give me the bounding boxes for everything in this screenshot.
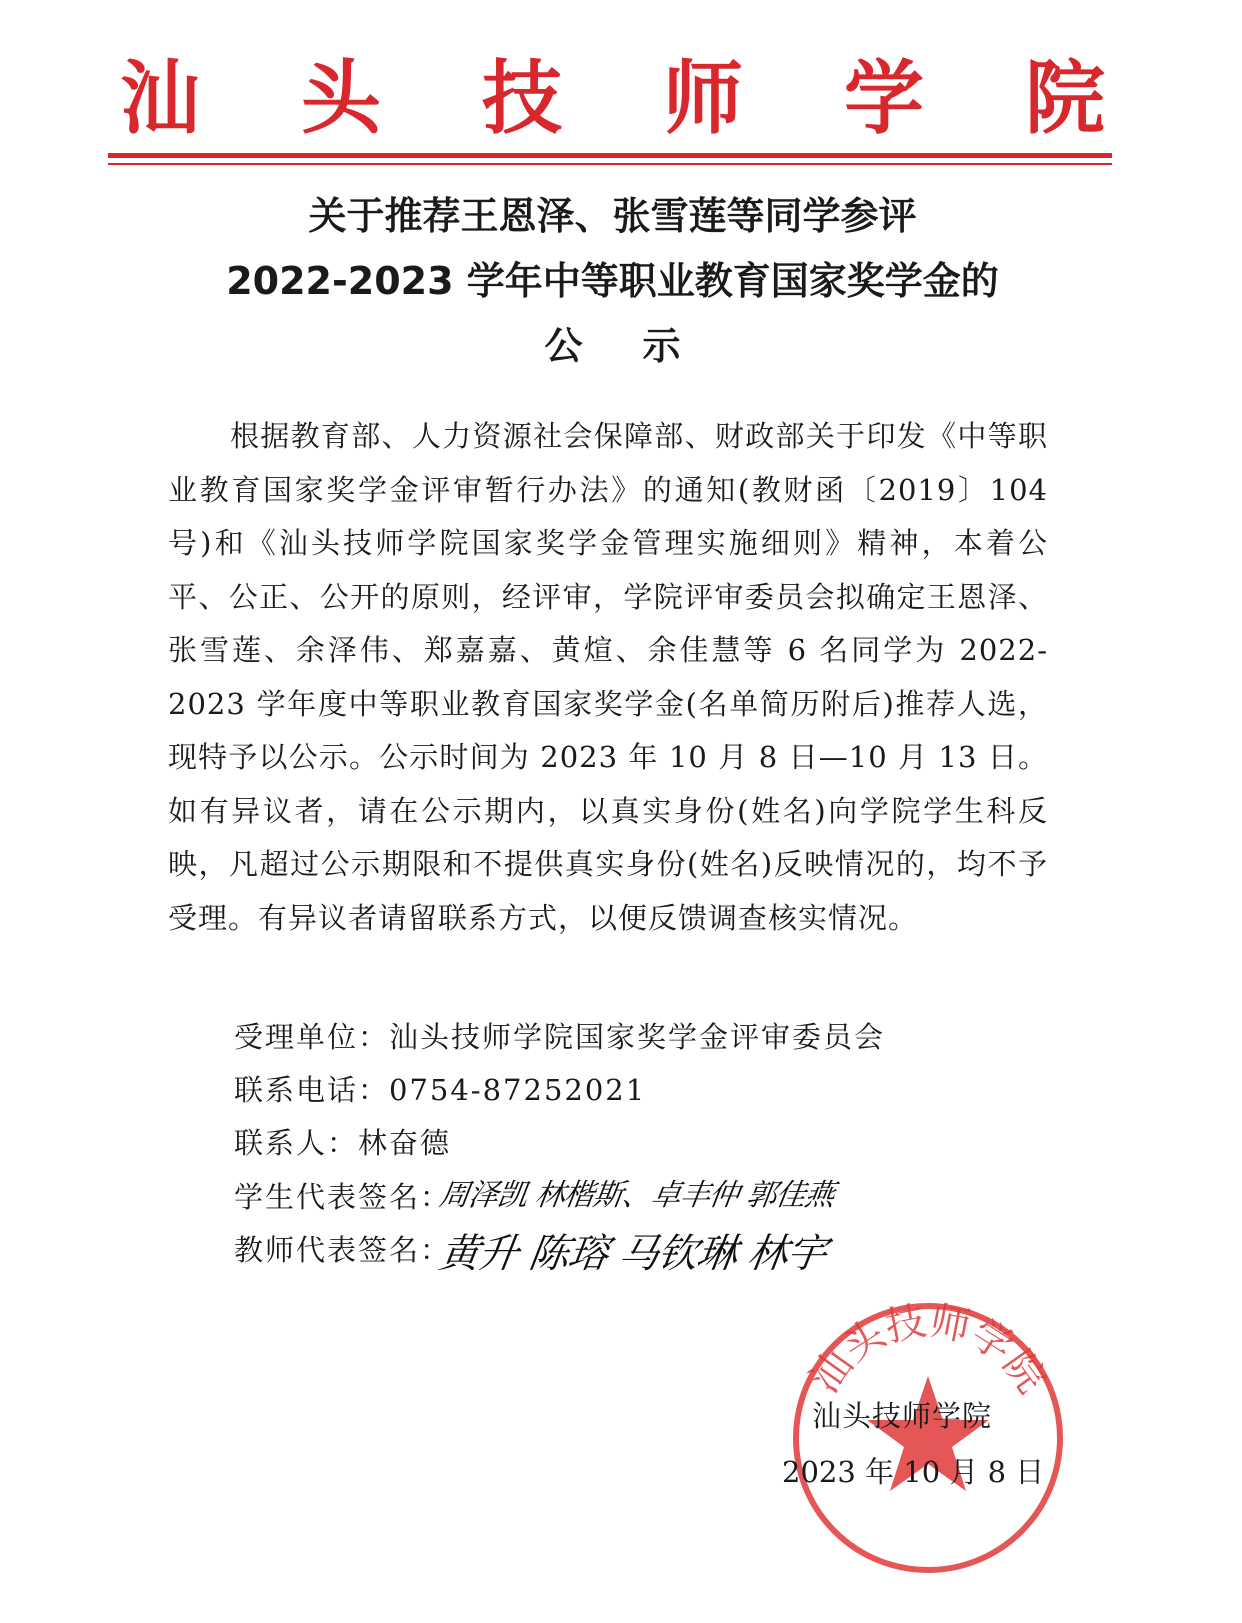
title-line-2: 2022-2023 学年中等职业教育国家奖学金的 bbox=[226, 259, 999, 303]
letterhead bbox=[110, 36, 1115, 146]
contact-person: 联系人：林奋德 bbox=[234, 1126, 452, 1160]
title-line-1: 关于推荐王恩泽、张雪莲等同学参评 bbox=[308, 194, 917, 238]
letterhead-char: 技 bbox=[482, 51, 562, 145]
issuer-name: 汕头技师学院 bbox=[812, 1399, 993, 1433]
official-seal-icon bbox=[788, 1298, 1068, 1578]
contact-unit: 受理单位：汕头技师学院国家奖学金评审委员会 bbox=[234, 1020, 886, 1054]
notice-body: 根据教育部、人力资源社会保障部、财政部关于印发《中等职业教育国家奖学金评审暂行办法》的通知(教财函〔2019〕104 号)和《汕头技师学院国家奖学金管理实施细则》精神，本着公平、公正、公开的原则，经评审，学院评审委员会拟确定王恩泽、张雪莲、余泽伟、郑嘉嘉、黄煊、余佳慧等 6 名同学为 2022-2023 学年度中等职业教育国家奖学金(名单简历附后)推荐人选，现特予以公示。公示时间为 2023 年 10 月 8 日—10 月 13 日。如有异议者，请在公示期内，以真实身份(姓名)向学院学生科反映，凡超过公示期限和不提供真实身份(姓名)反映情况的，均不予受理。有异议者请留联系方式，以便反馈调查核实情况。 bbox=[168, 419, 1048, 935]
letterhead-rule-thick bbox=[108, 153, 1112, 158]
seal-text: 汕头技师学院 bbox=[801, 1298, 1055, 1402]
student-signature-label: 学生代表签名： bbox=[234, 1180, 452, 1214]
teacher-signatures: 黄升 陈瑢 马钦琳 林宇 bbox=[436, 1231, 829, 1277]
letterhead-char: 汕 bbox=[120, 51, 200, 145]
teacher-signature-label: 教师代表签名： bbox=[234, 1233, 452, 1267]
letterhead-char: 院 bbox=[1025, 51, 1105, 145]
letterhead-char: 学 bbox=[844, 51, 924, 145]
letterhead-char: 师 bbox=[663, 51, 743, 145]
letterhead-char: 头 bbox=[301, 51, 381, 145]
contact-phone: 联系电话：0754-87252021 bbox=[234, 1073, 647, 1107]
title-line-3: 公示 bbox=[544, 324, 741, 368]
issue-date: 2023 年 10 月 8 日 bbox=[782, 1455, 1045, 1489]
letterhead-rule-thin bbox=[108, 163, 1112, 165]
student-signatures: 周泽凯 林楷斯、卓丰仲 郭佳燕 bbox=[437, 1178, 837, 1213]
